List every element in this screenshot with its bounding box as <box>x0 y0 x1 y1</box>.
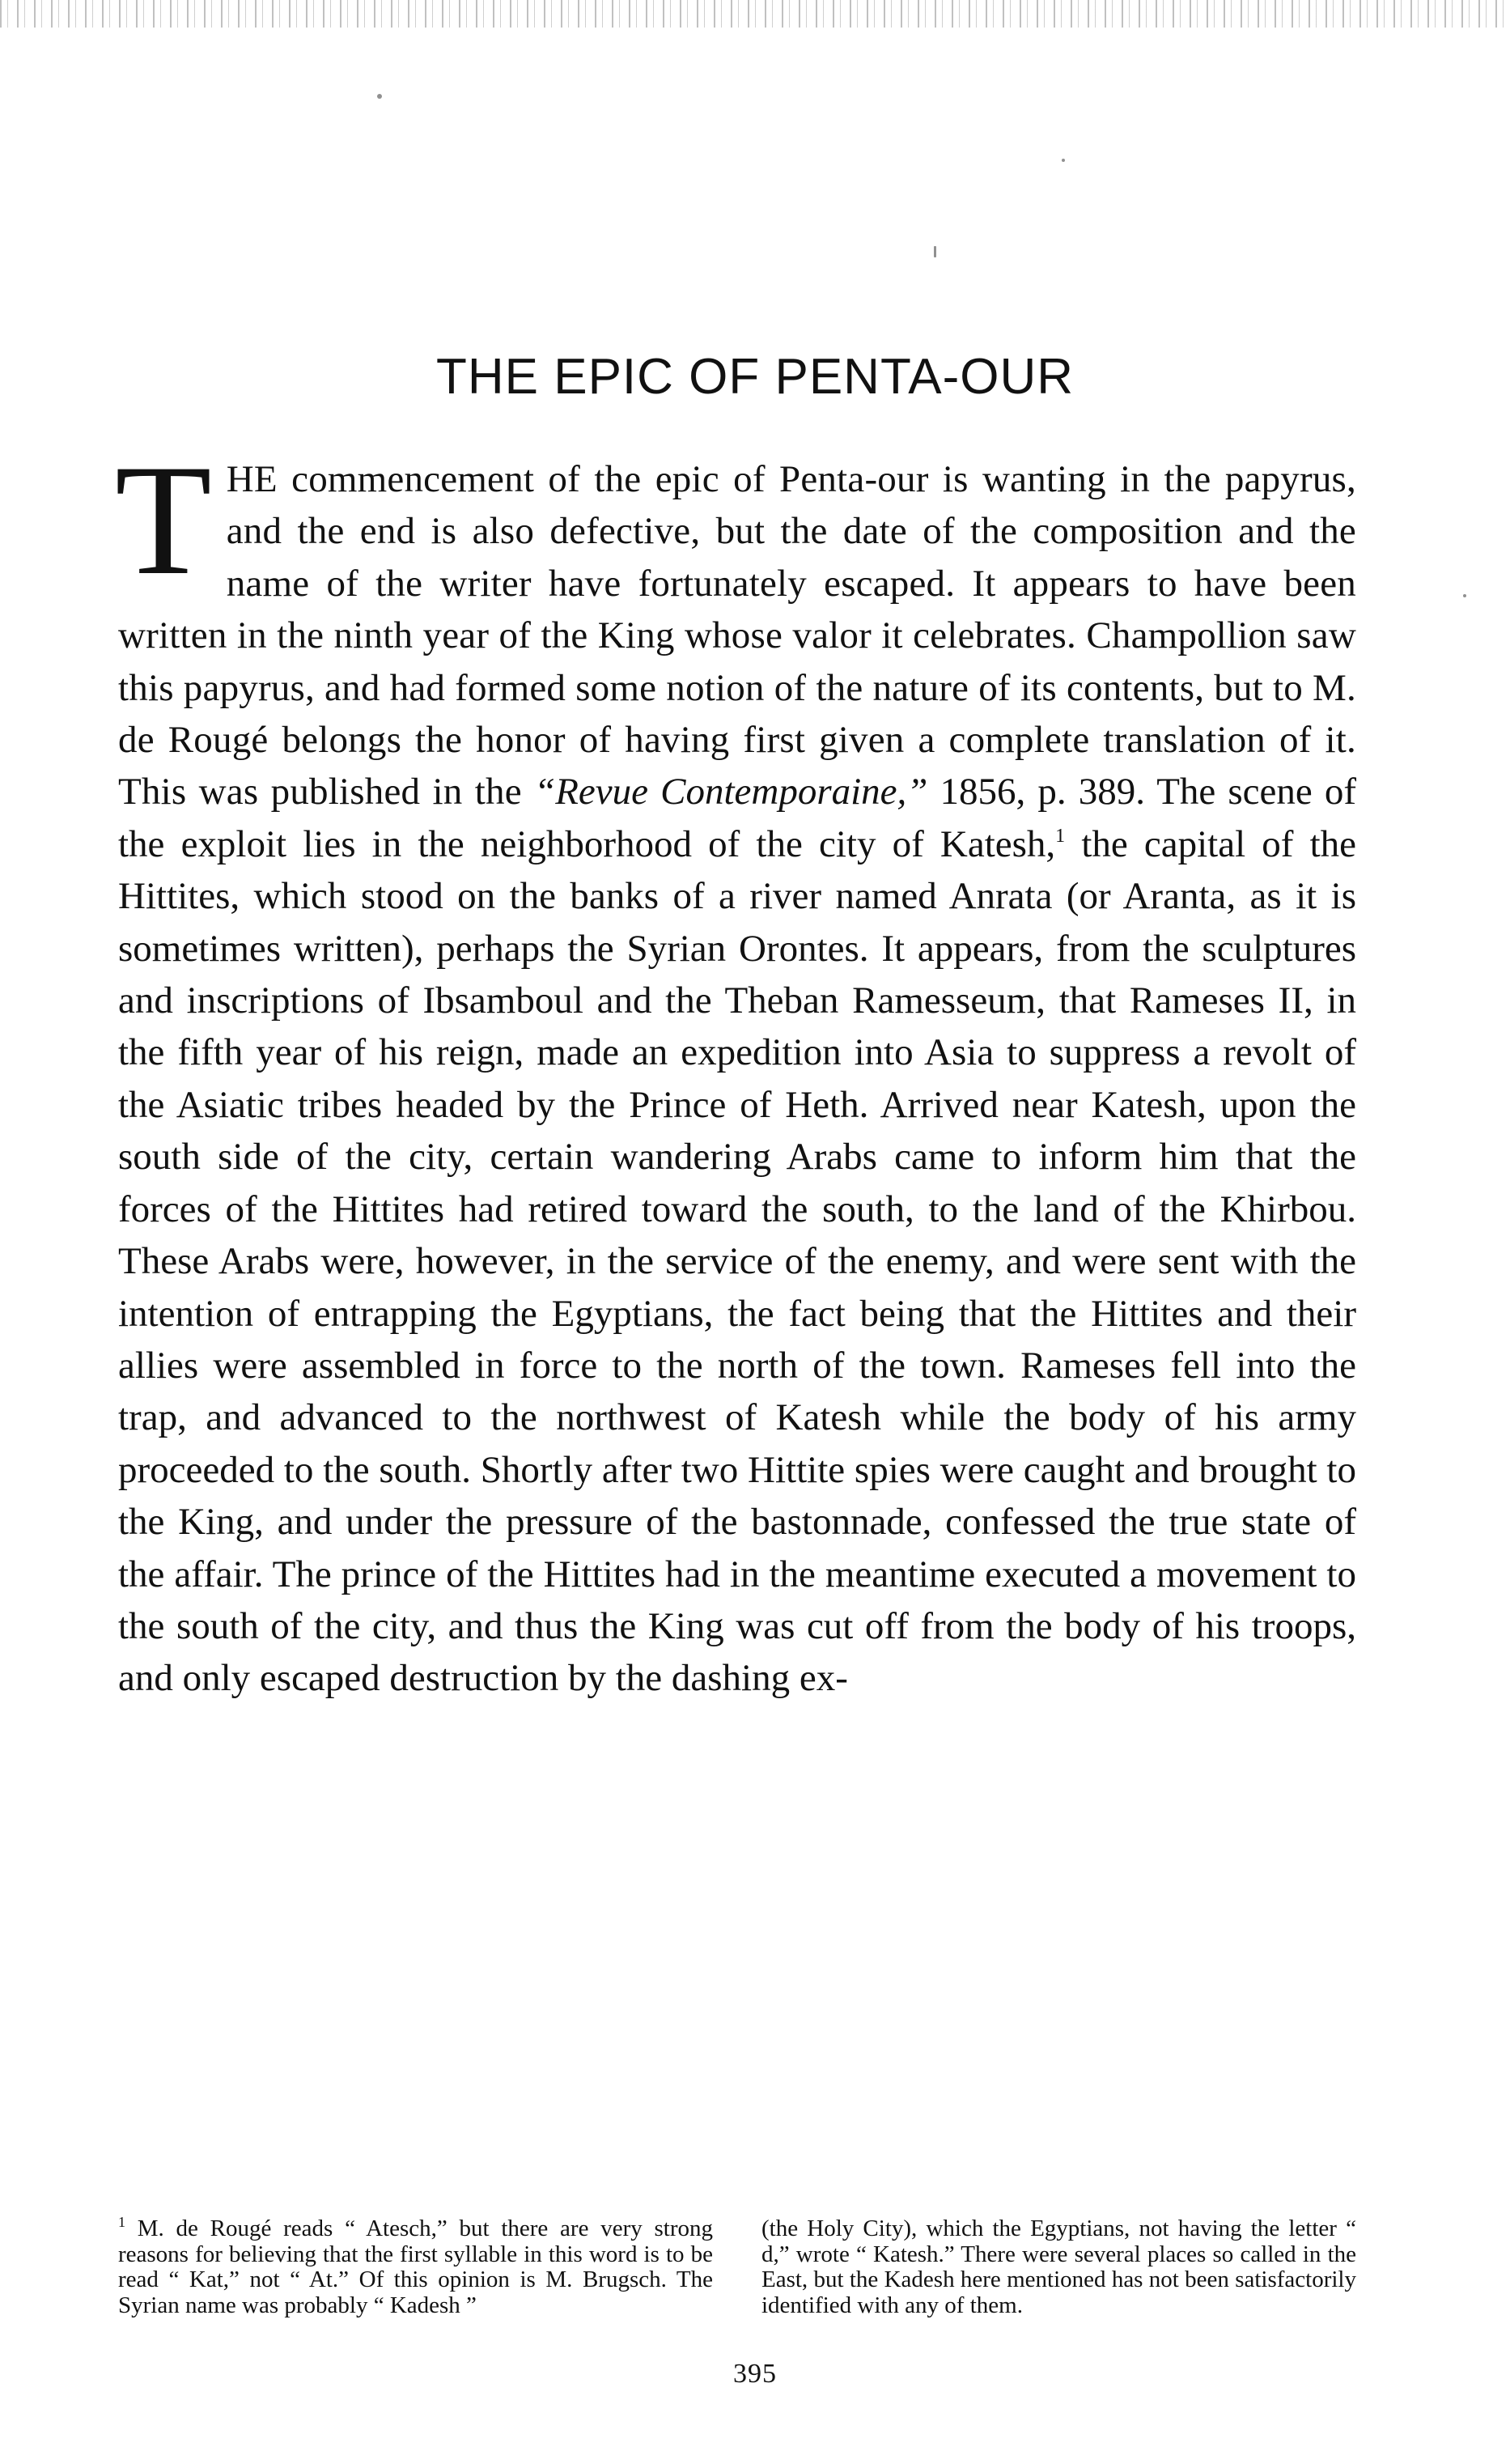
scan-artifact-strip <box>0 0 1510 28</box>
footnotes <box>118 2216 1356 2318</box>
scan-speck <box>377 94 382 99</box>
main-paragraph <box>115 432 1356 1705</box>
page-number: 395 <box>733 2359 777 2389</box>
main-text-block <box>115 432 1356 1705</box>
periodical-title: “Revue Contemporaine,” <box>534 771 928 814</box>
scan-speck <box>934 246 936 257</box>
footnote-right-column: (the Holy City), which the Egyptians, not having the letter “ d,” wrote “ Katesh.” There were several places so called in the East, but the Kadesh here mentioned has not been satisfactorily identified with any of them. <box>761 2215 1356 2318</box>
scan-speck <box>1062 159 1065 162</box>
scan-speck <box>1463 594 1466 597</box>
footnote-left-text: M. de Rougé reads “ Atesch,” but there are very strong reasons for believing that the first syllable in this word is to be read “ Kat,” not “ At.” Of this opinion is M. Brugsch. The Syrian name was probably “ Kadesh ” <box>118 2215 713 2318</box>
chapter-title: THE EPIC OF PENTA-OUR <box>435 349 1074 405</box>
paragraph-text-middle: 1856, p. 389. The scene of the exploit lies in the neighborhood of the city of Katesh, <box>118 771 1356 865</box>
footnote-left-column <box>118 2216 713 2318</box>
paragraph-text-tail: the capital of the Hittites, which stood on the banks of a river named Anrata (or Aranta, as it is sometimes written), perhaps the Syrian Orontes. It appears, from the sculptures and inscriptions of Ibsamboul and the Theban Ramesseum, that Rameses II, in the fifth year of his reign, made an expedition into Asia to suppress a revolt of the Asiatic tribes headed by the Prince of Heth. Arrived near Katesh, upon the south side of the city, certain wandering Arabs came to inform him that the forces of the Hittites had retired toward the south, to the land of the Khirbou. These Arabs were, however, in the service of the enemy, and were sent with the intention of entrapping the Egyptians, the fact being that the Hittites and their allies were assembled in force to the north of the town. Rameses fell into the trap, and advanced to the northwest of Katesh while the body of his army proceeded to the south. Shortly after two Hittite spies were caught and brought to the King, and under the pressure of the bastonnade, confessed the true state of the affair. The prince of the Hittites had in the meantime executed a movement to the south of the city, and thus the King was cut off from the body of his troops, and only escaped destruction by the dashing ex- <box>118 822 1356 1700</box>
drop-cap: T <box>115 432 212 608</box>
footnote-reference[interactable]: 1 <box>1055 825 1066 847</box>
footnote-mark: 1 <box>118 2214 125 2230</box>
paragraph-text-lead: HE commencement of the epic of Penta-our is wanting in the papyrus, and the end is also defective, but the date of the composition and the name of the writer have fortunately escaped. It appears to have been written in the ninth year of the King whose valor it celebrates. Champollion saw this papyrus, and had formed some notion of the nature of its contents, but to M. de Rougé belongs the honor of having first given a complete translation of it. This was published in the <box>118 458 1356 814</box>
